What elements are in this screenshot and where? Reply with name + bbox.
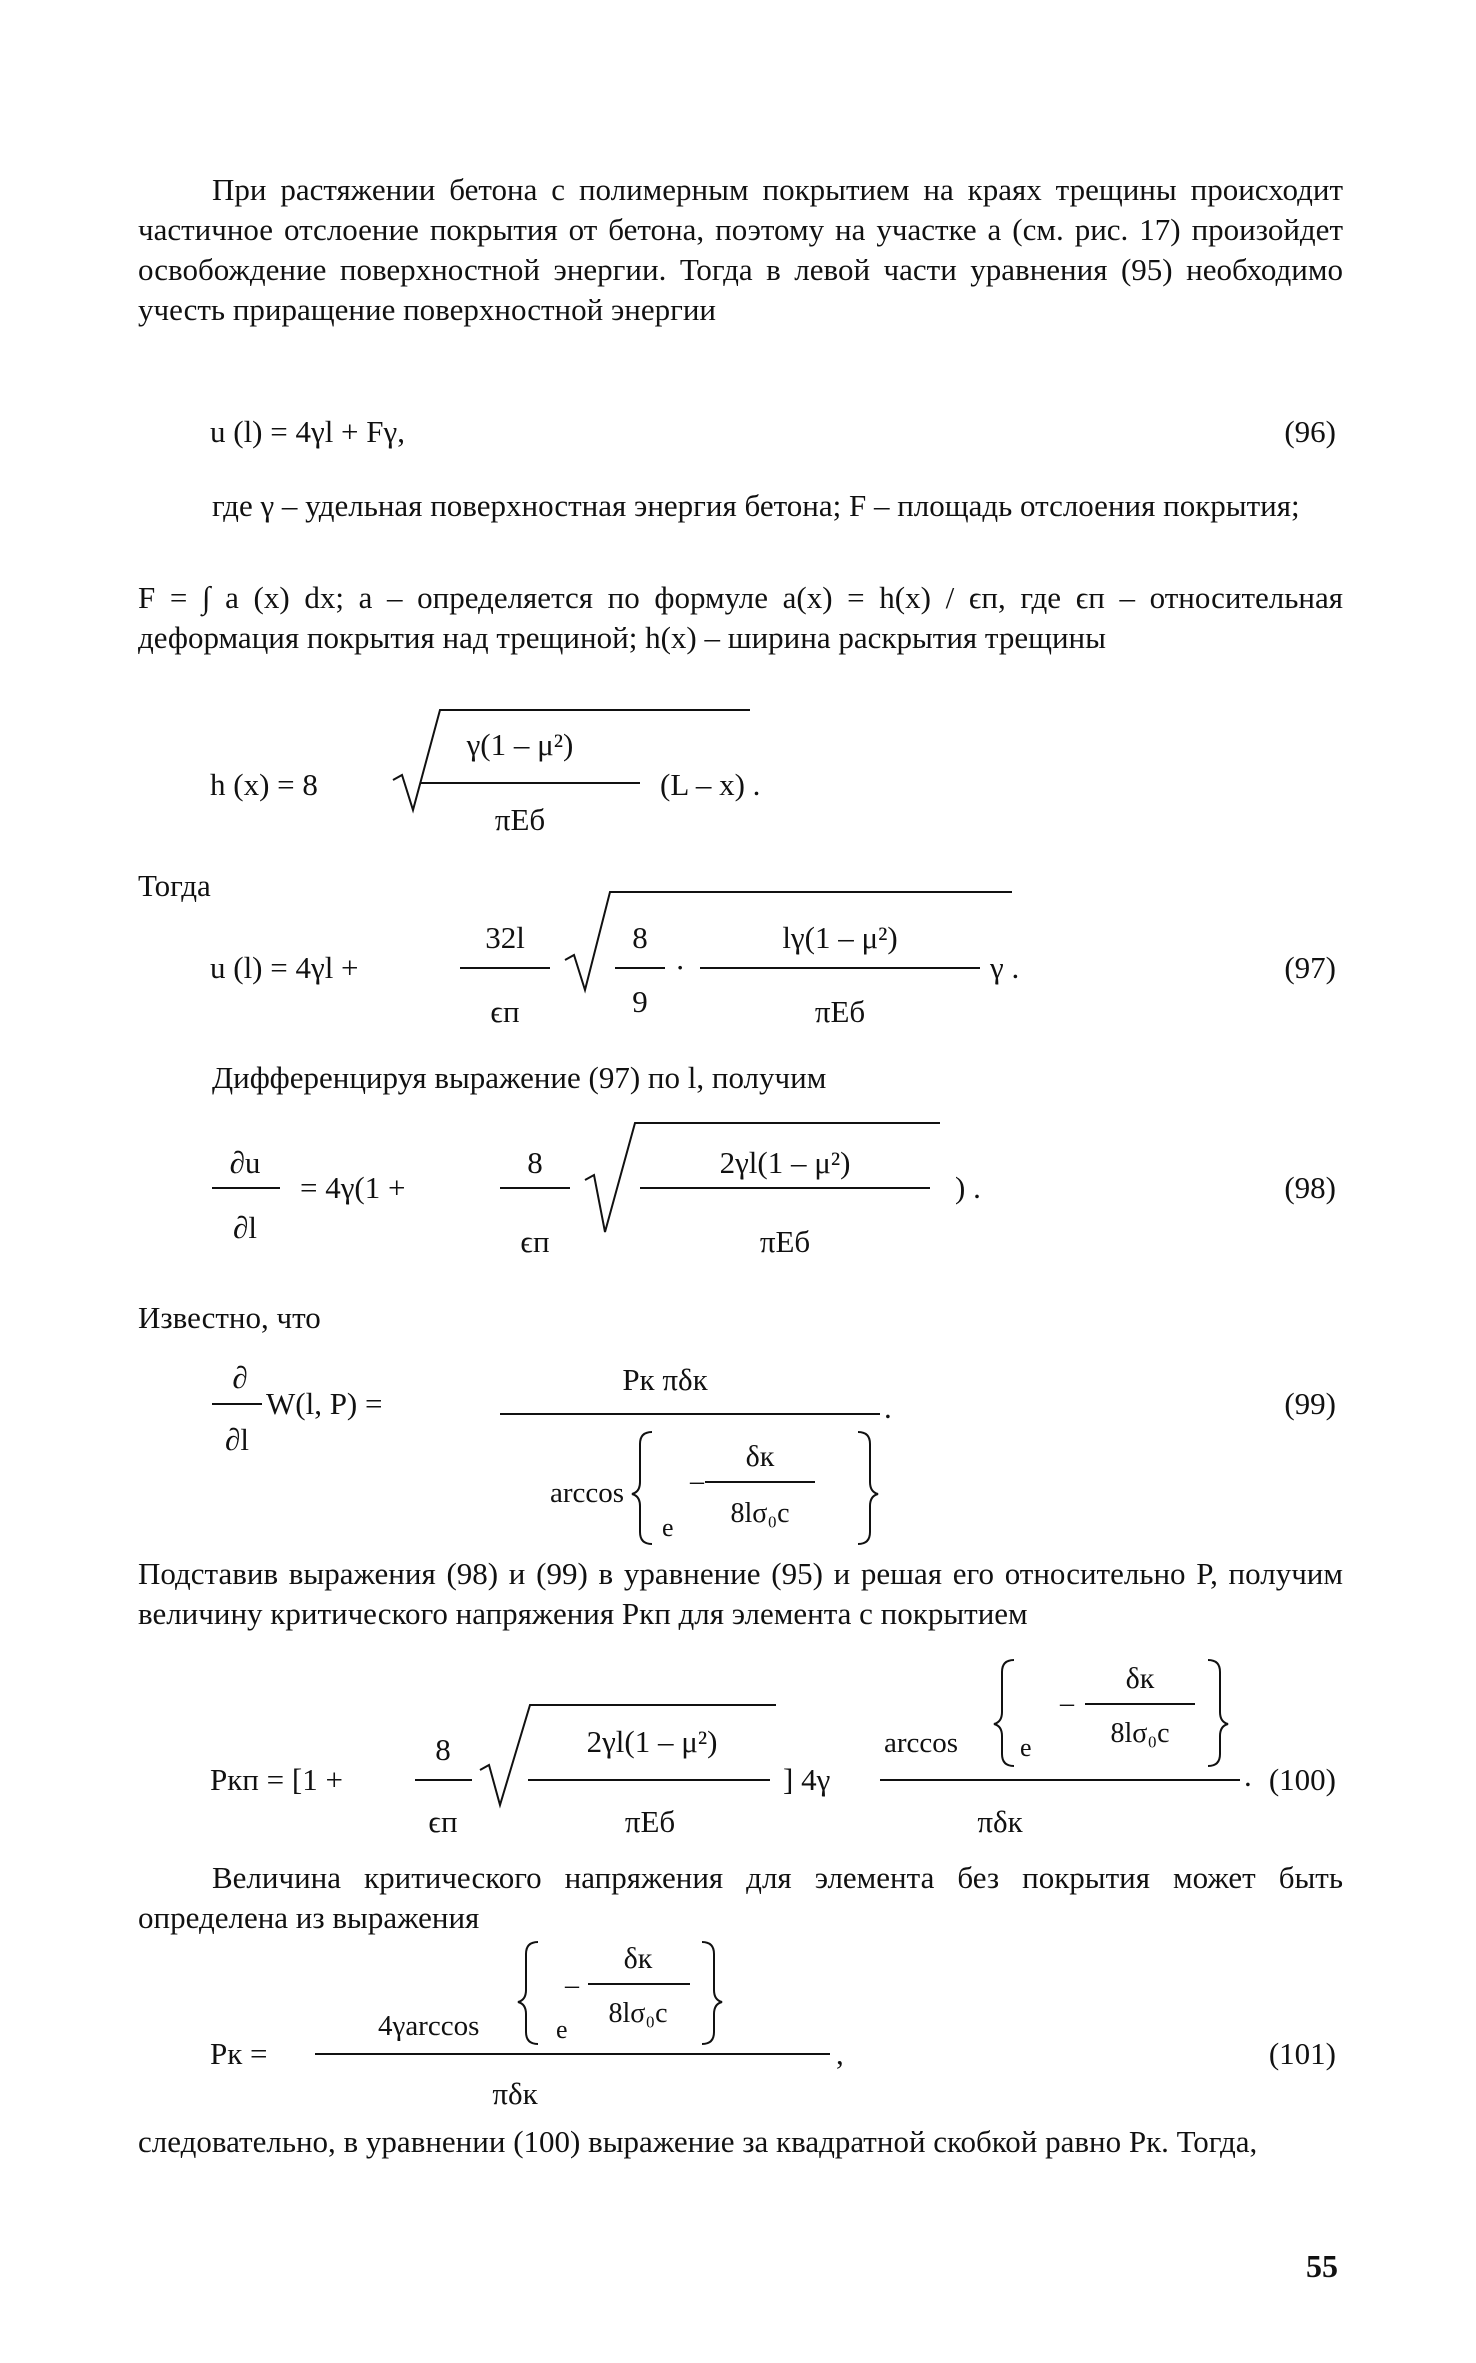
- paragraph-known-that: Известно, что: [138, 1300, 321, 1335]
- equation-100-lhs: Pкп = [1 +: [210, 1762, 343, 1797]
- equation-number-101: (101): [1268, 2036, 1336, 2071]
- equation-h-numerator: γ(1 – μ²): [466, 727, 574, 762]
- equation-97-lhs: u (l) = 4γl +: [210, 950, 359, 985]
- equation-100-frac1-num: 8: [435, 1732, 451, 1767]
- equation-100-frac1-den: ϵп: [428, 1804, 458, 1839]
- equation-number-98: (98): [1284, 1170, 1336, 1205]
- equation-98-frac1-num: 8: [527, 1145, 543, 1180]
- equation-h-lhs: h (x) = 8: [210, 767, 318, 802]
- equation-99-inner-num: δк: [745, 1440, 775, 1473]
- equation-101-inner-num: δк: [623, 1942, 653, 1975]
- equation-h-denominator: πEб: [494, 802, 546, 837]
- equation-number-97: (97): [1284, 950, 1336, 985]
- equation-101-minus: –: [565, 1970, 579, 2001]
- equation-100-right-brace: [1208, 1660, 1228, 1766]
- equation-100-mid: ] 4γ: [783, 1762, 831, 1797]
- equation-98-frac1-den: ϵп: [520, 1224, 550, 1259]
- equation-101-lhs: Pк =: [210, 2036, 268, 2071]
- equation-number-96: (96): [1284, 414, 1336, 449]
- paragraph-differentiating: Дифференцируя выражение (97) по l, получим: [212, 1060, 827, 1095]
- equation-101-numerator: 4γarccos: [378, 2010, 480, 2042]
- equation-101-tail: ,: [836, 2036, 844, 2071]
- equation-101-exp-base: e: [556, 2015, 568, 2044]
- equation-99-dot: .: [884, 1390, 892, 1425]
- paragraph-then-1: Тогда: [138, 868, 211, 903]
- equation-100-minus: –: [1060, 1688, 1074, 1719]
- equation-98-frac2-num: 2γl(1 – μ²): [719, 1145, 851, 1180]
- paragraph-substituting: Подставив выражения (98) и (99) в уравнение (95) и решая его относительно P, получим величину критического напряжения Pкп для элемента с покрытием: [138, 1556, 1343, 1631]
- equation-number-99: (99): [1284, 1386, 1336, 1421]
- paragraph-therefore: следовательно, в уравнении (100) выражение за квадратной скобкой равно Pк. Тогда,: [138, 2124, 1258, 2159]
- equation-99-numerator: Pк πδк: [622, 1362, 708, 1397]
- equation-99-minus: –: [690, 1466, 704, 1497]
- equation-98-lhs-num: ∂u: [229, 1145, 261, 1180]
- equation-100-den: πδк: [977, 1804, 1023, 1839]
- equation-99-d-den: ∂l: [225, 1422, 249, 1457]
- paragraph-no-coating: Величина критического напряжения для элемента без покрытия может быть определена из выражения: [138, 1860, 1343, 1935]
- page-number: 55: [1306, 2248, 1338, 2284]
- equation-97-frac3-num: lγ(1 – μ²): [782, 920, 898, 955]
- paragraph-intro: При растяжении бетона с полимерным покрытием на краях трещины происходит частичное отслоение покрытия от бетона, поэтому на участке а (см. рис. 17) произойдет освобождение поверхностной энергии. Тогда в левой части уравнения (95) необходимо учесть приращение поверхностной энергии: [138, 172, 1343, 327]
- equation-97-frac1-num: 32l: [485, 920, 525, 955]
- equation-100-inner-num: δк: [1125, 1662, 1155, 1695]
- equation-96: u (l) = 4γl + Fγ,: [210, 414, 405, 449]
- equation-101-den: πδк: [492, 2076, 538, 2111]
- equation-99-d-num: ∂: [232, 1360, 248, 1395]
- equation-101-right-brace: [702, 1942, 722, 2044]
- equation-100-left-brace: [994, 1660, 1014, 1766]
- equation-101-inner-den: 8lσ₀c: [608, 1998, 668, 2029]
- equation-99-right-brace: [858, 1432, 878, 1544]
- equation-98-frac2-den: πEб: [759, 1224, 811, 1259]
- equation-97-frac3-den: πEб: [814, 994, 866, 1029]
- paragraph-gamma-definition: где γ – удельная поверхностная энергия бетона; F – площадь отслоения покрытия;: [212, 488, 1300, 523]
- paragraph-area-definition: F = ∫ a (x) dx; a – определяется по формуле a(x) = h(x) / ϵп, где ϵп – относительная деформация покрытия над трещиной; h(x) – ширина раскрытия трещины: [138, 580, 1343, 655]
- equation-99-exp-base: e: [662, 1513, 674, 1542]
- equation-number-100: (100): [1268, 1762, 1336, 1797]
- equation-100-exp-base: e: [1020, 1733, 1032, 1762]
- equation-98-mid: = 4γ(1 +: [300, 1170, 406, 1205]
- equation-97-frac2-num: 8: [632, 920, 648, 955]
- equation-98-lhs-den: ∂l: [233, 1210, 257, 1245]
- equation-101-left-brace: [518, 1942, 538, 2044]
- equation-100-frac2-den: πEб: [624, 1804, 676, 1839]
- equation-h-tail: (L – x) .: [660, 767, 761, 802]
- equation-100-dot: .: [1244, 1758, 1252, 1793]
- equation-99-arccos: arccos: [550, 1477, 625, 1509]
- equation-97-frac1-den: ϵп: [490, 994, 520, 1029]
- equation-99-left-brace: [632, 1432, 652, 1544]
- equation-100-frac2-num: 2γl(1 – μ²): [586, 1724, 718, 1759]
- equation-97-frac2-den: 9: [632, 984, 648, 1019]
- equation-97-dot: ·: [675, 950, 686, 985]
- equation-100-inner-den: 8lσ₀c: [1110, 1718, 1170, 1749]
- equation-98-tail: ) .: [955, 1170, 981, 1205]
- equation-99-lhs: W(l, P) =: [266, 1386, 383, 1421]
- equation-99-inner-den: 8lσ₀c: [730, 1498, 790, 1529]
- equation-97-tail: γ .: [990, 950, 1020, 985]
- equation-100-arccos: arccos: [884, 1727, 959, 1759]
